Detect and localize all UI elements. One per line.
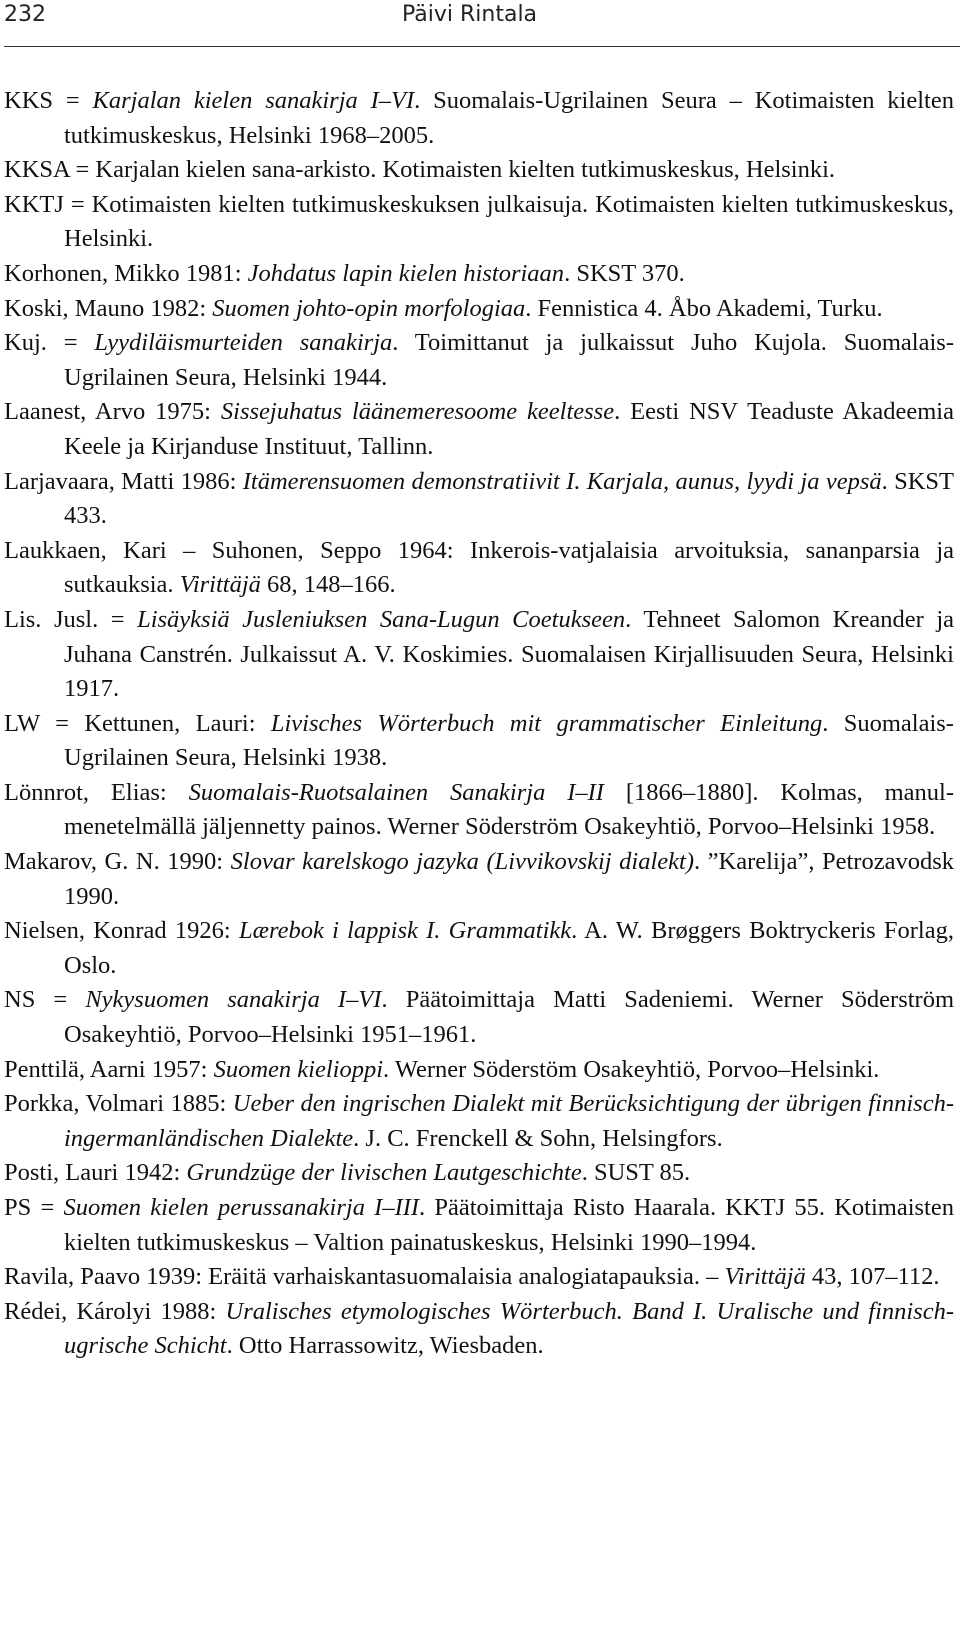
reference-text: . Tehneet Salomon Kreander ja Juhana Canstrén. Julkaissut A. V. Koskimies. Suomalaisen Kirjallisuuden Seura, Helsinki 1917. (64, 605, 955, 703)
reference-title: Johdatus lapin kielen historiaan (247, 259, 565, 287)
reference-text: Korhonen, Mikko 1981: (4, 259, 248, 287)
reference-text: 68, 148–166. (260, 571, 396, 599)
reference-title: Nykysuomen sanakirja I–VI (85, 986, 382, 1014)
reference-entry (4, 395, 954, 464)
header-rule (4, 46, 960, 47)
reference-entry (4, 1087, 954, 1156)
reference-text: . A. W. Brøggers Boktryckeris Forlag, Oslo. (64, 917, 954, 979)
running-head: Päivi Rintala (402, 2, 538, 27)
reference-text: . Suomalais-Ugrilainen Seura, Helsinki 1938. (64, 709, 954, 772)
reference-title: Suomen johto-opin morfologiaa (212, 294, 526, 322)
reference-title: Slovar karelskogo jazyka (Livvikovskij dialekt) (230, 848, 694, 876)
reference-title: Sissejuhatus läänemeresoome keeltesse (220, 398, 615, 426)
reference-text: . SUST 85. (581, 1159, 691, 1187)
reference-title: Suomen kielioppi (213, 1055, 384, 1083)
page-header (4, 0, 960, 48)
reference-text: 43, 107–112. (805, 1263, 940, 1291)
reference-text: . SKST 433. (64, 467, 954, 530)
reference-text: . Suomalais-Ugrilainen Seura – Kotimaisten kielten tutkimuskeskus, Helsinki 1968–2005. (64, 87, 954, 149)
reference-entry (4, 1260, 954, 1295)
reference-text: Lis. Jusl. = (4, 605, 138, 633)
reference-text: . SKST 370. (564, 259, 685, 287)
reference-text: Kuj. = (4, 329, 95, 357)
reference-text: . Otto Harrassowitz, Wiesbaden. (226, 1332, 544, 1360)
reference-text: [1866–1880]. Kolmas, manul-menetelmällä jäljennetty painos. Werner Söderström Osakeyhtiö, Porvoo–Helsinki 1958. (64, 778, 955, 841)
reference-text: Makarov, G. N. 1990: (4, 848, 231, 876)
reference-entry (4, 1053, 954, 1088)
reference-entry (4, 845, 954, 914)
reference-text: LW = Kettunen, Lauri: (4, 709, 271, 737)
reference-text: KKTJ = Kotimaisten kielten tutkimuskeskuksen julkaisuja. Kotimaisten kielten tutkimuskeskus, Helsinki. (4, 190, 954, 253)
reference-text: Ravila, Paavo 1939: Eräitä varhaiskantasuomalaisia analogiatapauksia. – (4, 1263, 725, 1291)
reference-text: . J. C. Frenckell & Sohn, Helsingfors. (353, 1124, 723, 1152)
reference-title: Lærebok i lappisk I. Grammatikk (238, 917, 572, 945)
reference-text: Penttilä, Aarni 1957: (4, 1055, 214, 1083)
reference-text: Posti, Lauri 1942: (4, 1159, 187, 1187)
reference-entry (4, 153, 954, 188)
reference-entry (4, 1156, 954, 1191)
reference-entry (4, 465, 954, 534)
reference-text: . Eesti NSV Teaduste Akadeemia Keele ja Kirjanduse Instituut, Tallinn. (64, 398, 954, 460)
reference-entry (4, 84, 954, 153)
reference-text: . Päätoimittaja Risto Haarala. KKTJ 55. Kotimaisten kielten tutkimuskeskus – Valtion painatuskeskus, Helsinki 1990–1994. (64, 1194, 954, 1256)
reference-text: . ”Karelija”, Petrozavodsk 1990. (64, 848, 954, 910)
reference-text: Laukkaen, Kari – Suhonen, Seppo 1964: Inkerois-vatjalaisia arvoituksia, sananparsia ja sutkauksia. (4, 536, 954, 599)
reference-text: Lönnrot, Elias: (4, 778, 189, 806)
page-number: 232 (4, 2, 46, 27)
reference-text: Koski, Mauno 1982: (4, 294, 213, 322)
reference-text: KKSA = Karjalan kielen sana-arkisto. Kotimaisten kielten tutkimuskeskus, Helsinki. (4, 156, 836, 184)
reference-text: Nielsen, Konrad 1926: (4, 917, 239, 945)
reference-title: Suomalais-Ruotsalainen Sanakirja I–II (188, 778, 604, 806)
reference-text: Larjavaara, Matti 1986: (4, 467, 243, 495)
reference-title: Ueber den ingrischen Dialekt mit Berücksichtigung der übrigen finnisch-ingermanländischen Dialekte (64, 1090, 955, 1152)
reference-title: Karjalan kielen sanakirja I–VI (92, 87, 415, 114)
reference-text: PS = (4, 1194, 64, 1221)
reference-entry (4, 534, 954, 603)
reference-title: Livisches Wörterbuch mit grammatischer Einleitung (270, 709, 823, 737)
reference-title: Virittäjä (724, 1263, 806, 1291)
reference-entry (4, 188, 954, 257)
reference-entry (4, 1295, 954, 1364)
reference-text: . Päätoimittaja Matti Sadeniemi. Werner Söderström Osakeyhtiö, Porvoo–Helsinki 1951–1961. (64, 986, 955, 1049)
reference-list (4, 84, 954, 1364)
reference-text: Rédei, Károlyi 1988: (4, 1297, 226, 1325)
reference-entry (4, 292, 954, 327)
reference-text: NS = (4, 986, 86, 1014)
reference-text: Porkka, Volmari 1885: (4, 1090, 233, 1118)
reference-title: Lyydiläismurteiden sanakirja (94, 329, 393, 357)
reference-entry (4, 776, 954, 845)
reference-entry (4, 914, 954, 983)
reference-entry (4, 603, 954, 707)
reference-text: . Werner Söderstöm Osakeyhtiö, Porvoo–Helsinki. (383, 1055, 880, 1083)
reference-title: Virittäjä (179, 571, 261, 599)
reference-entry (4, 983, 954, 1052)
reference-entry (4, 326, 954, 395)
reference-text: . Fennistica 4. Åbo Akademi, Turku. (525, 294, 883, 322)
reference-title: Lisäyksiä Jusleniuksen Sana-Lugun Coetukseen (137, 605, 626, 633)
reference-title: Itämerensuomen demonstratiivit I. Karjala, aunus, lyydi ja vepsä (242, 467, 882, 495)
reference-text: Laanest, Arvo 1975: (4, 398, 221, 426)
reference-entry (4, 257, 954, 292)
reference-title: Suomen kielen perussanakirja I–III (63, 1194, 420, 1221)
reference-entry (4, 707, 954, 776)
reference-title: Uralisches etymologisches Wörterbuch. Band I. Uralische und finnisch-ugrische Schicht (64, 1297, 955, 1360)
reference-text: . Toimittanut ja julkaissut Juho Kujola. Suomalais-Ugrilainen Seura, Helsinki 1944. (64, 329, 954, 391)
reference-text: KKS = (4, 87, 93, 114)
reference-title: Grundzüge der livischen Lautgeschichte (186, 1159, 582, 1187)
reference-entry (4, 1191, 954, 1260)
